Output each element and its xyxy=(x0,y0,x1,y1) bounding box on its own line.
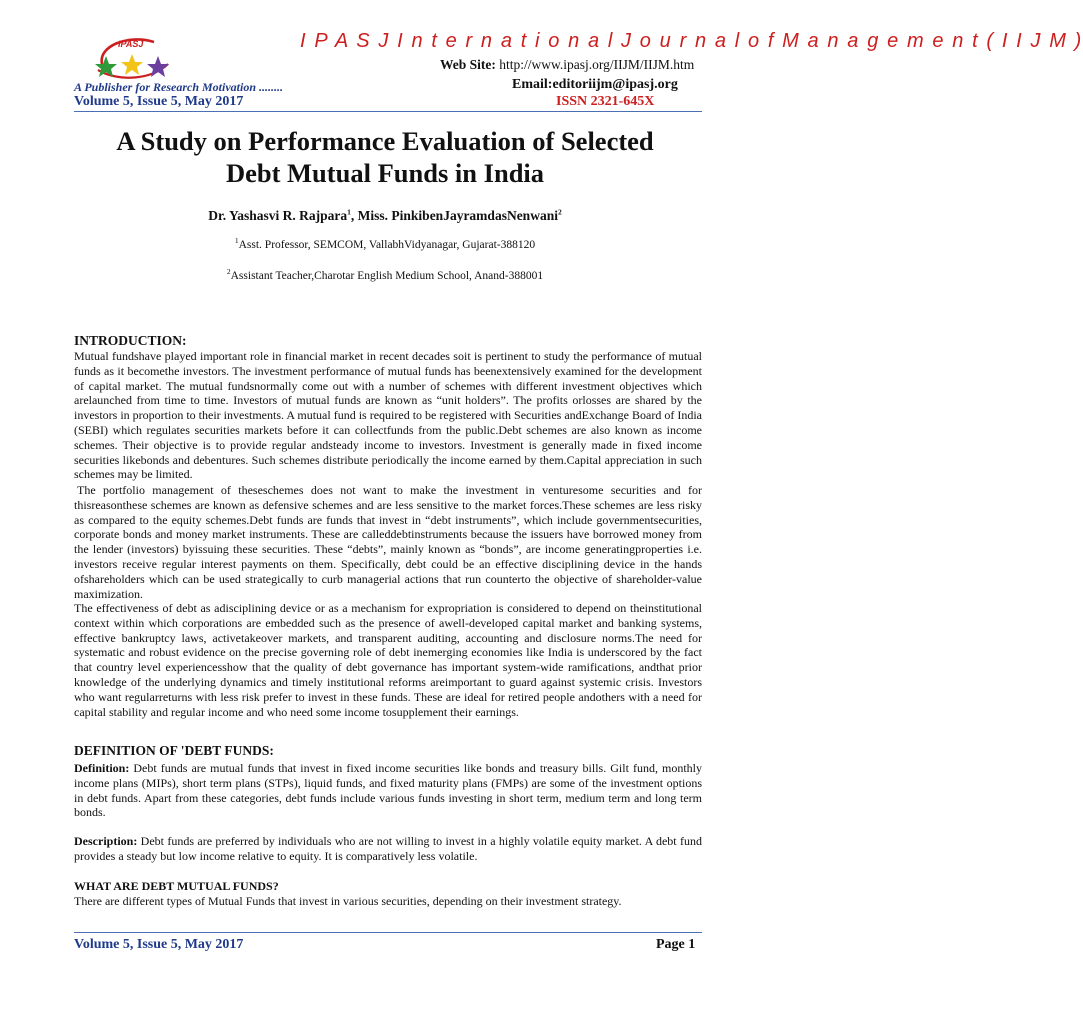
what-text: There are different types of Mutual Funds that invest in various securities, depending on their investment strategy. xyxy=(74,894,622,908)
journal-title: I P A S J I n t e r n a t i o n a l J o u r n a l o f M a n a g e m e n t ( I I J M ) xyxy=(300,30,1083,52)
definition-label: Definition: xyxy=(74,761,130,775)
author-1-sup: 1 xyxy=(347,207,351,217)
definition-paragraph xyxy=(74,761,702,820)
affil-2-text: Assistant Teacher,Charotar English Medium School, Anand-388001 xyxy=(230,270,544,282)
affil-1-sup: 1 xyxy=(234,236,239,246)
affil-1-text: Asst. Professor, SEMCOM, VallabhVidyanagar, Gujarat-388120 xyxy=(238,239,536,251)
page-number: Page 1 xyxy=(656,937,696,952)
affil-2-sup: 2 xyxy=(226,267,231,277)
what-paragraph xyxy=(74,894,702,909)
footer-rule xyxy=(74,932,702,933)
website-label: Web Site: xyxy=(440,57,496,72)
email-link[interactable]: Email:editoriijm@ipasj.org xyxy=(512,77,678,92)
intro-paragraph-2 xyxy=(74,483,702,601)
logo-text: IPASJ xyxy=(118,39,144,49)
website-line xyxy=(440,57,694,73)
definition-heading: DEFINITION OF 'DEBT FUNDS: xyxy=(74,743,274,758)
intro-paragraph-1 xyxy=(74,349,702,482)
intro-paragraph-3 xyxy=(74,601,702,719)
author-2: , Miss. PinkibenJayramdasNenwani xyxy=(350,208,558,223)
title-line-2: Debt Mutual Funds in India xyxy=(225,158,545,188)
issn: ISSN 2321-645X xyxy=(556,94,655,109)
affiliation-2 xyxy=(74,267,696,282)
header-rule xyxy=(74,111,702,112)
paper-title xyxy=(74,125,696,189)
affiliation-1 xyxy=(74,236,696,251)
description-text: Debt funds are preferred by individuals who are not willing to invest in a highly volatile equity market. A debt fund provides a steady but low income relative to equity. It is comparatively less volatile. xyxy=(74,834,702,863)
description-label: Description: xyxy=(74,834,138,848)
footer-volume: Volume 5, Issue 5, May 2017 xyxy=(74,937,244,952)
ipasj-logo xyxy=(88,34,180,84)
volume-info: Volume 5, Issue 5, May 2017 xyxy=(74,94,244,109)
intro-heading: INTRODUCTION: xyxy=(74,333,187,348)
what-heading: WHAT ARE DEBT MUTUAL FUNDS? xyxy=(74,879,279,893)
intro-p3-text: The effectiveness of debt as adisciplining device or as a mechanism for expropriation is considered to depend on theinstitutional context within which corporations are embedded such as the presence of awell-developed capital market and banking systems, effective bankruptcy laws, activetakeover markets, and transparent auditing, accounting and disclosure norms.The need for systematic and robust evidence on the precise governing role of debt inemerging economies like India is underscored by the fact that country level experiencesshow that the quality of debt governance has important system-wide ramifications, andthat prior knowledge of the underlying dynamics and timely institutional reforms areimportant to guard against systemic crisis. Investors who want regularreturns with less risk prefer to invest in these funds. These are ideal for retired people andothers with a need for capital stability and regular income and who need some income tosupplement their earnings. xyxy=(74,601,702,719)
intro-p2-text: The portfolio management of theseschemes does not want to make the investment in venturesome securities and for thisreasonthese schemes are known as defensive schemes and are less sensitive to the market forces.These schemes are less risky as compared to the equity schemes.Debt funds are funds that invest in “debt instruments”, which include governmentsecurities, corporate bonds and money market instruments. These are calleddebtinstruments because the issuers have borrowed money from the lender (investors) byissuing these securities. These “debts”, mainly known as “bonds”, are income generatingproperties i.e. investors receive regular interest payments on them. Specifically, debt could be an effective disciplining device in the hands ofshareholders which can be used strategically to curb managerial actions that run counterto the objective of shareholder-value maximization. xyxy=(74,483,702,601)
star-yellow-icon xyxy=(121,54,143,75)
website-link[interactable]: http://www.ipasj.org/IIJM/IIJM.htm xyxy=(499,57,695,72)
publisher-tagline: A Publisher for Research Motivation ........ xyxy=(74,80,284,94)
author-1: Dr. Yashasvi R. Rajpara xyxy=(208,208,348,223)
author-2-sup: 2 xyxy=(557,207,562,217)
authors xyxy=(74,208,696,224)
description-paragraph xyxy=(74,834,702,864)
title-line-1: A Study on Performance Evaluation of Selected xyxy=(116,126,654,156)
definition-text: Debt funds are mutual funds that invest in fixed income securities like bonds and treasury bills. Gilt fund, monthly income plans (MIPs), short term plans (STPs), liquid funds, and fixed maturity plans (FMPs) are some of the investment options in debt funds. Apart from these categories, debt funds include various funds investing in short term, medium term and long term bonds. xyxy=(74,761,702,820)
intro-p1-text: Mutual fundshave played important role in financial market in recent decades soit is pertinent to study the performance of mutual funds as it becomethe investors. The investment performance of mutual funds has beenextensively examined for the development of capital market. The mutual fundsnormally come out with a number of schemes with different investment objectives which arelaunched from time to time. Investors of mutual funds are known as “unit holders”. The profits orlosses are shared by the investors in proportion to their investments. A mutual fund is required to be registered with Securities andExchange Board of India (SEBI) which regulates securities markets before it can collectfunds from the public.Debt schemes are also known as income schemes. Their objective is to provide regular andsteady income to investors. Investment is generally made in fixed income securities likebonds and debentures. Such schemes distribute periodically the income earned by them.Capital appreciation in such schemes may be limited. xyxy=(74,349,702,482)
